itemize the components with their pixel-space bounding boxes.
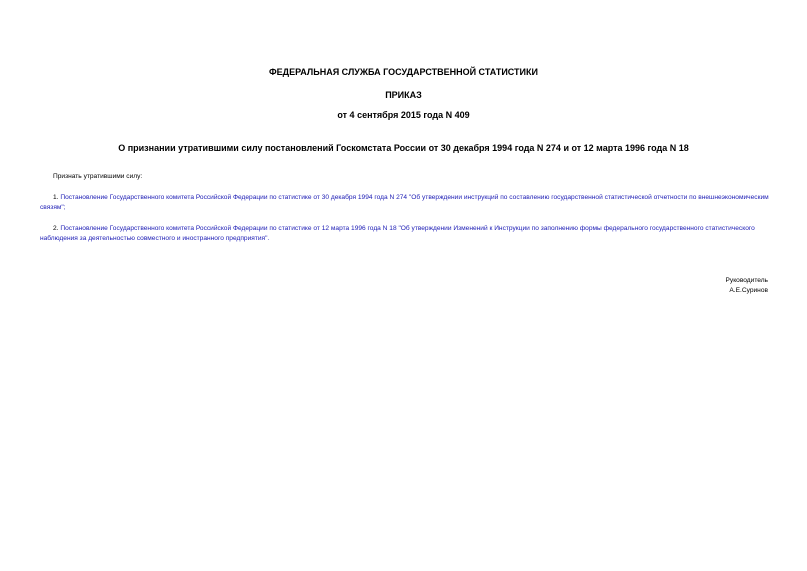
item-link-text[interactable]: Постановление Государственного комитета Российской Федерации по статистике от 12 марта 1996 года N 18 "Об утверждении Изменений к Инструкции по заполнению формы федерального государственного статистического наблюдения за деятельностью совместного и иностранного предприятия". [40, 225, 755, 242]
intro-text: Признать утратившими силу: [53, 173, 143, 180]
item-link-text[interactable]: Постановление Государственного комитета Российской Федерации по статистике от 30 декабря 1994 года N 274 "Об утверждении инструкций по составлению государственной статистической отчетности по внешнеэкономическим связям"; [40, 194, 769, 211]
agency-heading: ФЕДЕРАЛЬНАЯ СЛУЖБА ГОСУДАРСТВЕННОЙ СТАТИСТИКИ [269, 67, 538, 77]
item-number: 1. [53, 194, 59, 201]
document-date-line: от 4 сентября 2015 года N 409 [337, 110, 470, 120]
document-type-heading: ПРИКАЗ [385, 90, 422, 100]
intro-paragraph [40, 172, 771, 182]
document-title: О признании утратившими силу постановлений Госкомстата России от 30 декабря 1994 года N 274 и от 12 марта 1996 года N 18 [118, 143, 689, 153]
list-item [40, 224, 771, 243]
list-item [40, 193, 771, 212]
signature-name: А.Е.Суринов [729, 287, 768, 294]
signature-role: Руководитель [725, 277, 768, 284]
item-number: 2. [53, 225, 59, 232]
